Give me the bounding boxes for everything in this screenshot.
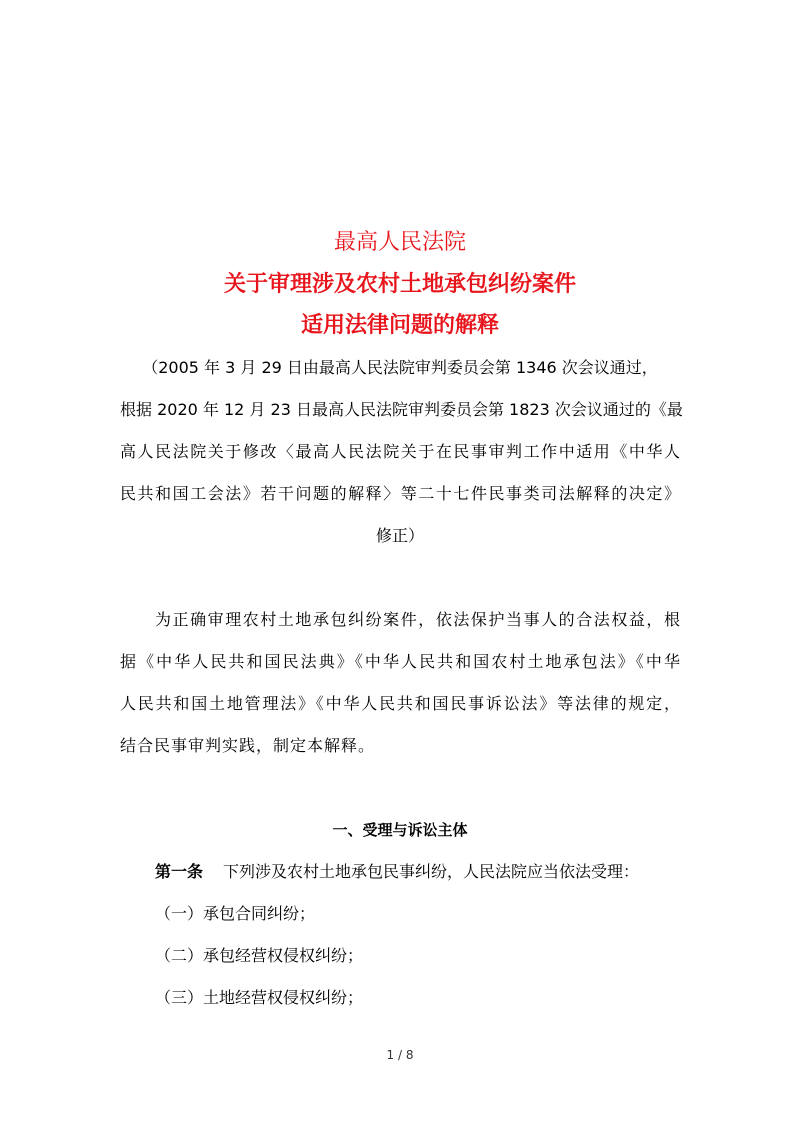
title-line-1: 最高人民法院 — [333, 230, 466, 255]
intro-line: 据《中华人民共和国民法典》《中华人民共和国农村土地承包法》《中华 — [120, 652, 680, 671]
intro-line: 为正确审理农村土地承包纠纷案件，依法保护当事人的合法权益，根 — [155, 610, 680, 629]
article-1 — [155, 862, 715, 882]
preamble-line: （2005 年 3 月 29 日由最高人民法院审判委员会第 1346 次会议通过， — [142, 358, 658, 377]
title-line-2: 关于审理涉及农村土地承包纠纷案件 — [223, 272, 576, 297]
list-item: （二）承包经营权侵权纠纷； — [155, 946, 364, 965]
page-number: 1 / 8 — [386, 1048, 414, 1062]
preamble-line: 根据 2020 年 12 月 23 日最高人民法院审判委员会第 1823 次会议通过的《最 — [120, 400, 683, 419]
section-heading: 一、受理与诉讼主体 — [332, 821, 468, 839]
preamble-line: 高人民法院关于修改〈最高人民法院关于在民事审判工作中适用《中华人 — [120, 442, 680, 461]
intro-line: 结合民事审判实践，制定本解释。 — [120, 736, 376, 755]
title-line-3: 适用法律问题的解释 — [300, 313, 499, 338]
list-item: （一）承包合同纠纷； — [155, 904, 316, 923]
list-item: （三）土地经营权侵权纠纷； — [155, 988, 364, 1007]
preamble-line: 民共和国工会法》若干问题的解释〉等二十七件民事类司法解释的决定》 — [120, 484, 680, 503]
preamble-line: 修正） — [375, 526, 424, 545]
article-label: 第一条 — [155, 862, 204, 881]
intro-line: 人民共和国土地管理法》《中华人民共和国民事诉讼法》等法律的规定， — [120, 694, 680, 713]
article-text: 下列涉及农村土地承包民事纠纷，人民法院应当依法受理： — [223, 862, 640, 881]
